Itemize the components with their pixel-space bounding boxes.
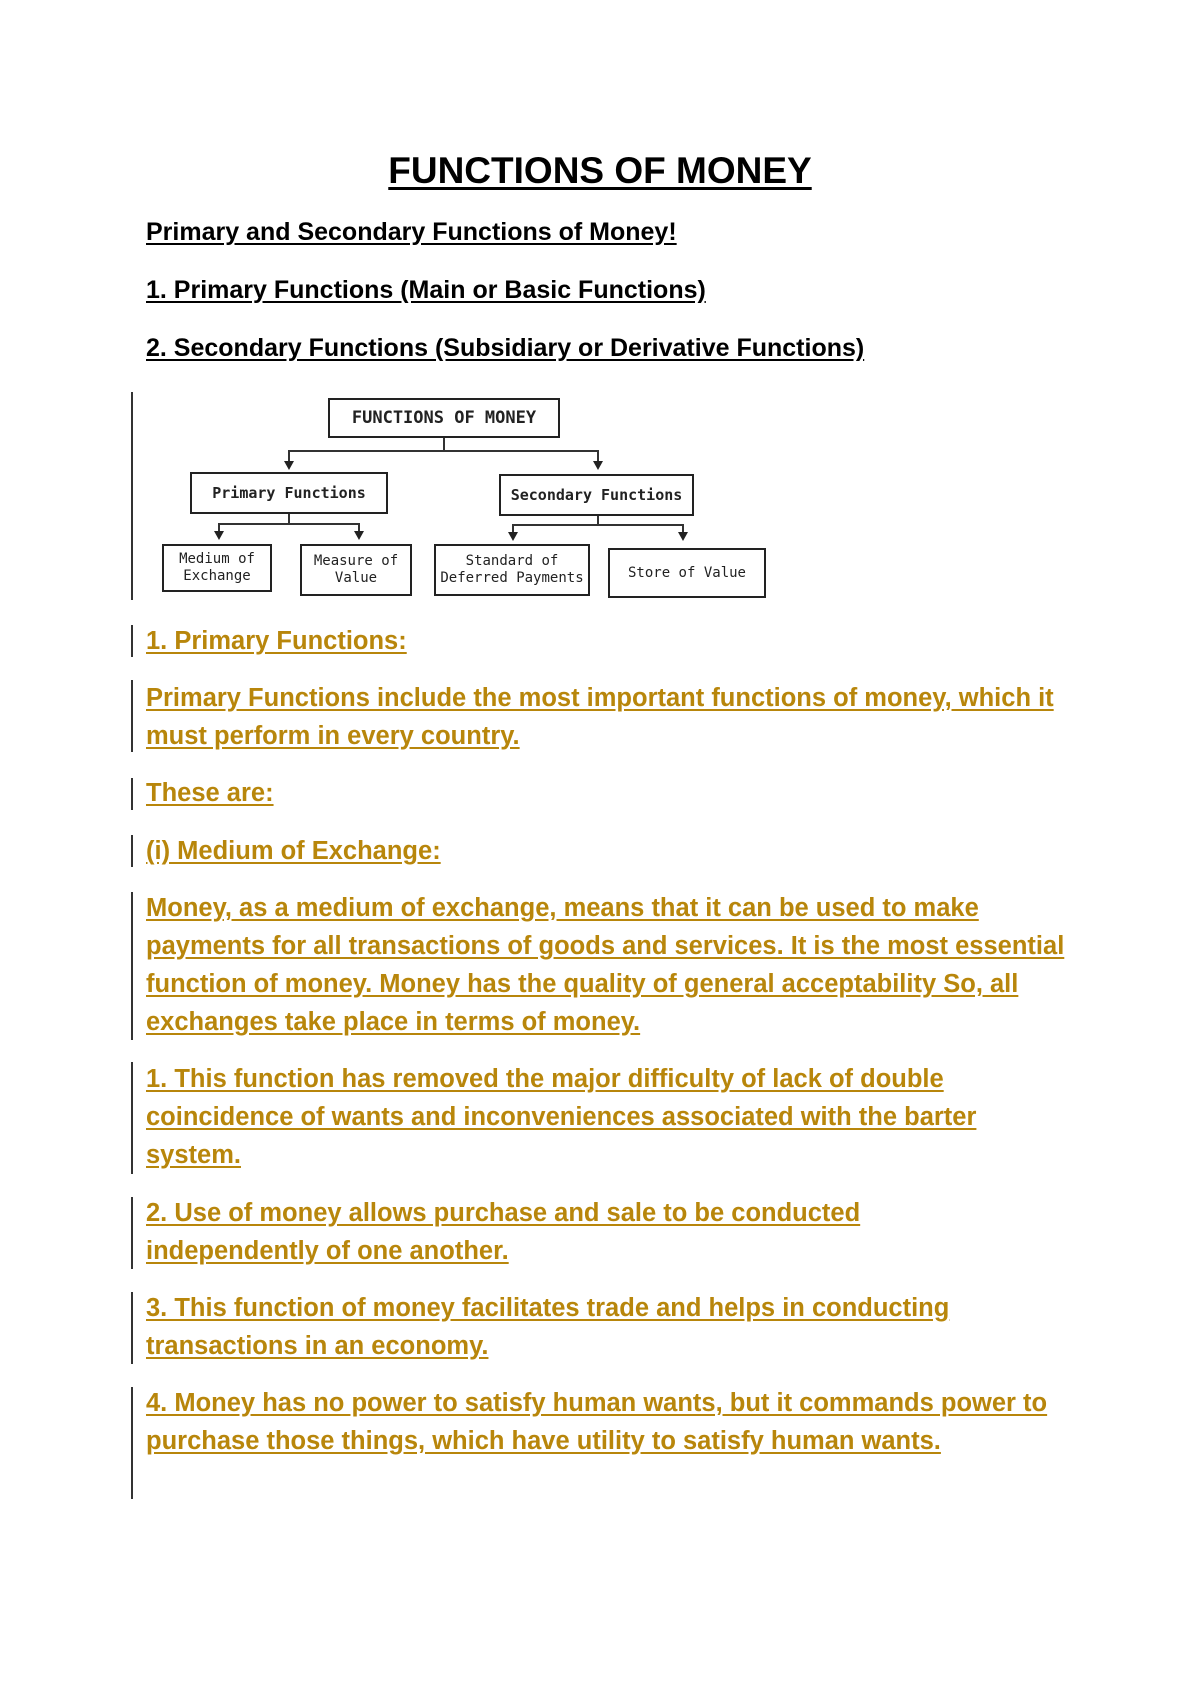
medium-line1: Medium of bbox=[179, 551, 255, 568]
paragraph-point-2: 2. Use of money allows purchase and sale to be conducted independently of one another. bbox=[146, 1199, 861, 1265]
measure-line2: Value bbox=[334, 570, 378, 586]
standard-line1: Standard of bbox=[465, 553, 559, 570]
secondary-functions-label: Secondary Functions bbox=[510, 486, 683, 504]
paragraph-point-1: 1. This function has removed the major difficulty of lack of double coincidence of wants and inconveniences associated with the barter system. bbox=[146, 1065, 977, 1169]
change-bar bbox=[131, 680, 133, 752]
diagram-root-label: FUNCTIONS OF MONEY bbox=[351, 407, 537, 428]
page-title: FUNCTIONS OF MONEY bbox=[388, 150, 812, 191]
change-bar bbox=[131, 1197, 133, 1269]
standard-of-deferred-payments-box bbox=[434, 544, 590, 596]
change-bar bbox=[131, 625, 133, 657]
standard-line2: Deferred Payments bbox=[440, 570, 584, 586]
diagram-root-box bbox=[328, 398, 560, 438]
medium-of-exchange-box bbox=[162, 544, 272, 592]
secondary-functions-heading: 2. Secondary Functions (Subsidiary or Derivative Functions) bbox=[146, 334, 865, 362]
change-bar bbox=[131, 892, 133, 1040]
primary-functions-box bbox=[190, 472, 388, 514]
change-bar bbox=[131, 1062, 133, 1174]
store-of-value-label: Store of Value bbox=[627, 564, 746, 581]
paragraph-medium-heading: (i) Medium of Exchange: bbox=[146, 837, 441, 865]
measure-of-value-box bbox=[300, 544, 412, 596]
store-of-value-box bbox=[608, 548, 766, 598]
change-bar bbox=[131, 1387, 133, 1499]
change-bar bbox=[131, 392, 133, 600]
paragraph-medium-description: Money, as a medium of exchange, means that it can be used to make payments for all transactions of goods and services. It is the most essential function of money. Money has the quality of general acceptability So, all exchanges take place in terms of money. bbox=[146, 894, 1065, 1036]
primary-functions-label: Primary Functions bbox=[212, 484, 366, 502]
change-bar bbox=[131, 778, 133, 810]
paragraph-these-are: These are: bbox=[146, 779, 274, 807]
measure-line1: Measure of bbox=[313, 553, 399, 570]
paragraph-point-4: 4. Money has no power to satisfy human wants, but it commands power to purchase those things, which have utility to satisfy human wants. bbox=[146, 1389, 1048, 1455]
paragraph-primary-functions-heading: 1. Primary Functions: bbox=[146, 627, 407, 655]
medium-line2: Exchange bbox=[183, 568, 251, 584]
subtitle-heading: Primary and Secondary Functions of Money! bbox=[146, 218, 677, 246]
change-bar bbox=[131, 835, 133, 867]
paragraph-point-3: 3. This function of money facilitates trade and helps in conducting transactions in an economy. bbox=[146, 1294, 950, 1360]
functions-diagram bbox=[150, 388, 780, 604]
secondary-functions-box bbox=[499, 474, 694, 516]
change-bar bbox=[131, 1292, 133, 1364]
paragraph-primary-functions-intro: Primary Functions include the most important functions of money, which it must perform in every country. bbox=[146, 684, 1054, 750]
primary-functions-heading: 1. Primary Functions (Main or Basic Functions) bbox=[146, 276, 706, 304]
